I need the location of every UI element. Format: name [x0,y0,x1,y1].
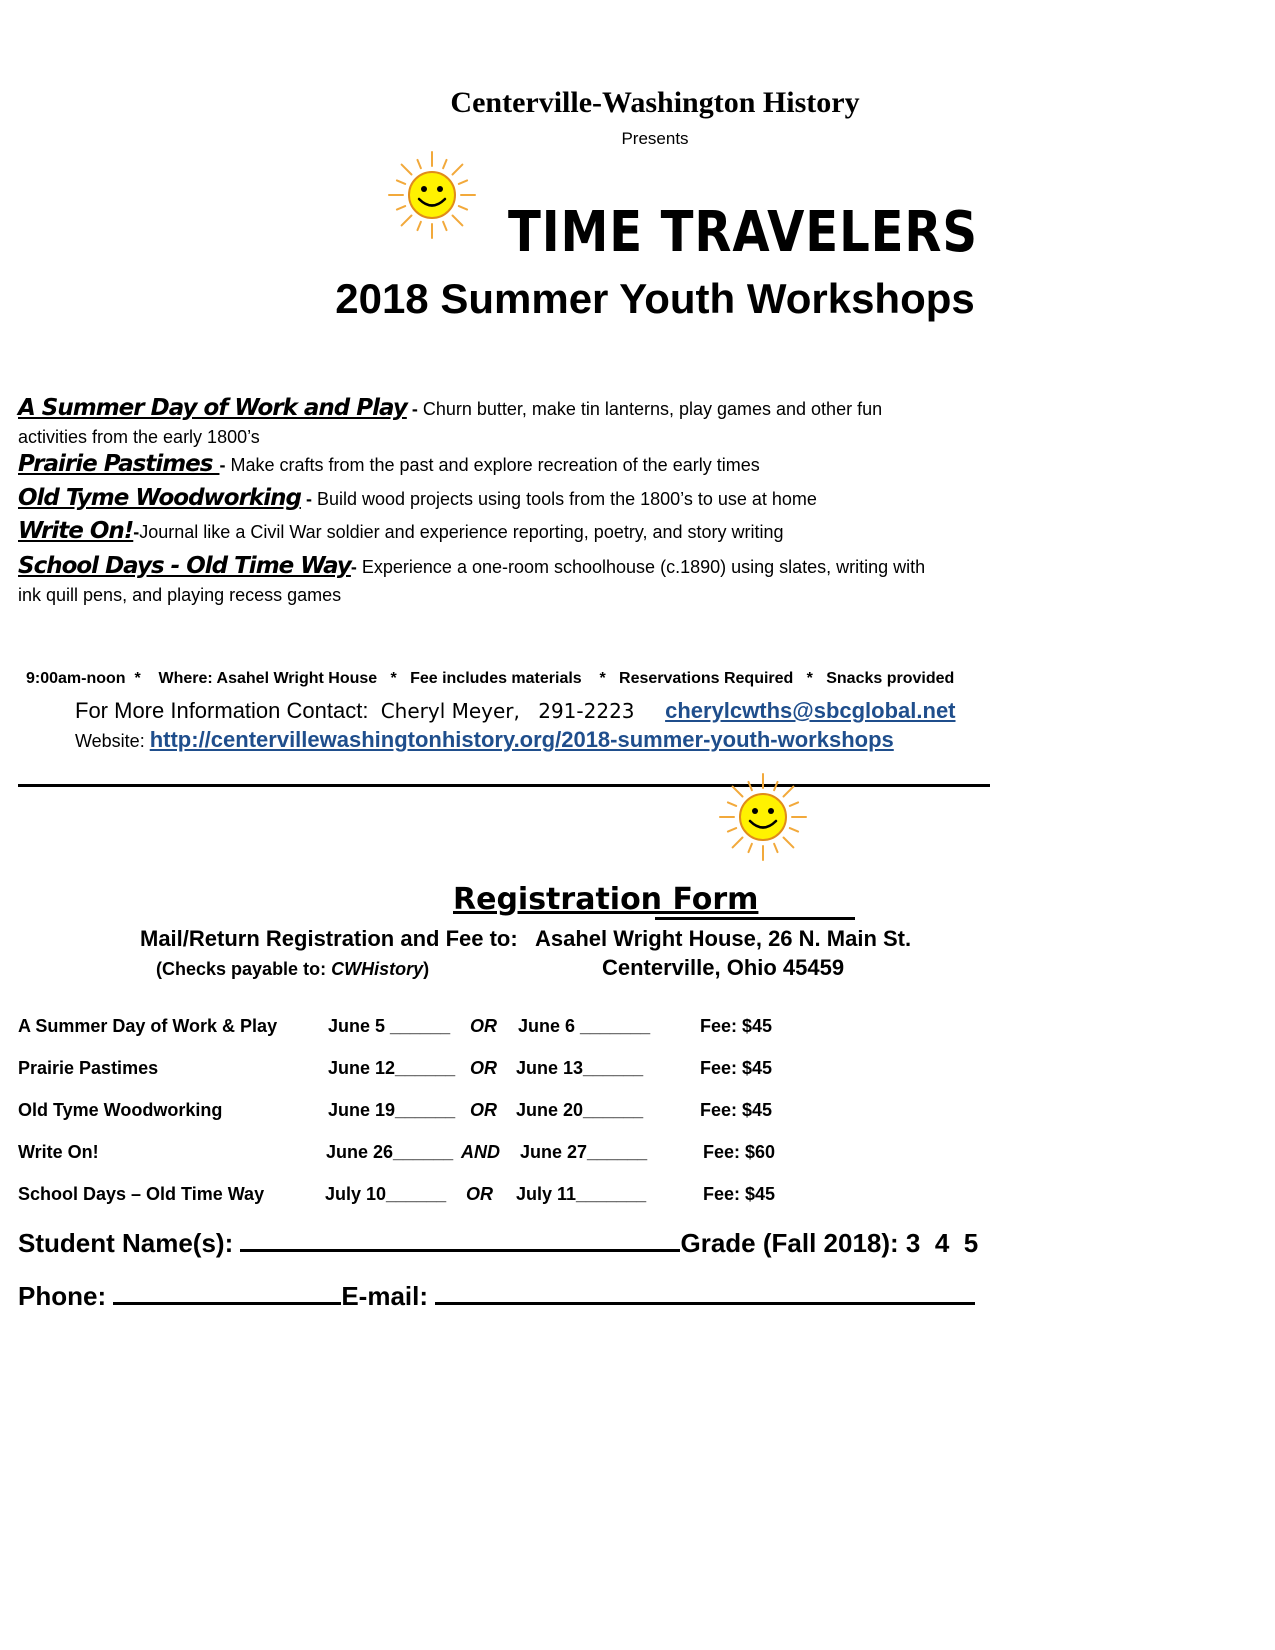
row-workshop-name: School Days – Old Time Way [18,1184,265,1204]
row-date-option-1[interactable]: June 12______ [328,1058,456,1078]
sun-icon [386,150,482,240]
workshop-separator: - [219,455,231,475]
row-workshop-name: A Summer Day of Work & Play [18,1016,278,1036]
contact-email-link[interactable]: cherylcwths@sbcglobal.net [665,698,956,723]
workshop-separator: - [406,399,423,419]
sun-icon [717,772,813,862]
contact-phone: 291-2223 [538,699,635,723]
workshop-separator: - [300,489,317,509]
workshop-name: School Days - Old Time Way [18,553,351,579]
phone-field[interactable] [113,1280,341,1305]
mail-address-line1: Asahel Wright House, 26 N. Main St. [535,926,912,951]
mail-label: Mail/Return Registration and Fee to: [140,926,518,951]
grade-options[interactable]: 3 4 5 [905,1228,979,1258]
checks-payable: (Checks payable to: CWHistory) [156,959,430,979]
row-date-option-2[interactable]: June 13______ [516,1058,644,1078]
organization-name: Centerville-Washington History [450,86,860,119]
title-underline [655,917,855,920]
row-date-option-2[interactable]: July 11_______ [516,1184,647,1204]
row-conjunction: OR [470,1100,497,1120]
program-subtitle: 2018 Summer Youth Workshops [335,275,975,322]
workshop-item [18,552,938,609]
session-info: 9:00am-noon * Where: Asahel Wright House * Fee includes materials * Reservations Required * Snacks provided [26,670,955,687]
workshop-description: Journal like a Civil War soldier and experience reporting, poetry, and story writing [139,522,784,542]
website-label: Website: [75,731,145,751]
workshop-separator: - [133,522,140,542]
website-line [75,727,894,753]
checks-payee: CWHistory [331,959,424,979]
student-name-row [18,1227,978,1259]
row-fee: Fee: $60 [703,1142,776,1162]
mail-address-line2: Centerville, Ohio 45459 [602,955,845,980]
presents-text: Presents [621,129,689,148]
workshop-item [18,450,938,479]
row-date-option-2[interactable]: June 6 _______ [518,1016,651,1036]
row-date-option-2[interactable]: June 20______ [516,1100,644,1120]
registration-row [0,1142,1000,1166]
section-divider [18,784,990,787]
student-name-field[interactable] [240,1227,680,1252]
row-date-option-1[interactable]: June 5 ______ [328,1016,451,1036]
row-conjunction: AND [461,1142,500,1162]
workshop-description: Experience a one-room schoolhouse (c.1890) using slates, writing with ink quill pens, and playing recess games [18,557,926,605]
row-fee: Fee: $45 [703,1184,776,1204]
registration-row [0,1016,1000,1040]
row-fee: Fee: $45 [700,1058,773,1078]
row-fee: Fee: $45 [700,1100,773,1120]
workshop-description: Make crafts from the past and explore recreation of the early times [230,455,760,475]
program-title: TIME TRAVELERS [508,200,978,265]
row-workshop-name: Prairie Pastimes [18,1058,159,1078]
row-date-option-1[interactable]: June 19______ [328,1100,456,1120]
phone-label: Phone: [18,1281,107,1311]
workshop-name: Old Tyme Woodworking [18,485,301,511]
checks-label: Checks payable to: [162,959,327,979]
registration-row [0,1184,1000,1208]
registration-title: Registration Form [453,882,759,917]
workshop-item [18,484,938,513]
row-date-option-1[interactable]: July 10______ [325,1184,447,1204]
registration-row [0,1058,1000,1082]
email-field[interactable] [435,1280,975,1305]
workshop-item [18,394,938,451]
workshop-item [18,517,938,546]
workshop-name: Prairie Pastimes [18,451,220,477]
website-link[interactable]: http://centervillewashingtonhistory.org/2018-summer-youth-workshops [149,727,894,752]
row-workshop-name: Write On! [18,1142,99,1162]
student-name-label: Student Name(s): [18,1228,234,1258]
contact-fields-row [18,1280,975,1312]
row-conjunction: OR [466,1184,493,1204]
email-label: E-mail: [341,1281,429,1311]
row-workshop-name: Old Tyme Woodworking [18,1100,223,1120]
row-conjunction: OR [470,1016,497,1036]
contact-label: For More Information Contact: [75,698,369,723]
contact-line [75,698,956,724]
workshop-description: Churn butter, make tin lanterns, play games and other fun activities from the early 1800’s [18,399,883,447]
registration-row [0,1100,1000,1124]
workshop-separator: - [350,557,362,577]
row-date-option-1[interactable]: June 26______ [326,1142,454,1162]
row-date-option-2[interactable]: June 27______ [520,1142,648,1162]
row-fee: Fee: $45 [700,1016,773,1036]
workshop-name: A Summer Day of Work and Play [18,395,407,421]
workshop-name: Write On! [18,518,134,544]
grade-label: Grade (Fall 2018): [680,1228,899,1258]
row-conjunction: OR [470,1058,497,1078]
contact-name: Cheryl Meyer, [380,699,520,723]
workshop-description: Build wood projects using tools from the 1800’s to use at home [316,489,817,509]
